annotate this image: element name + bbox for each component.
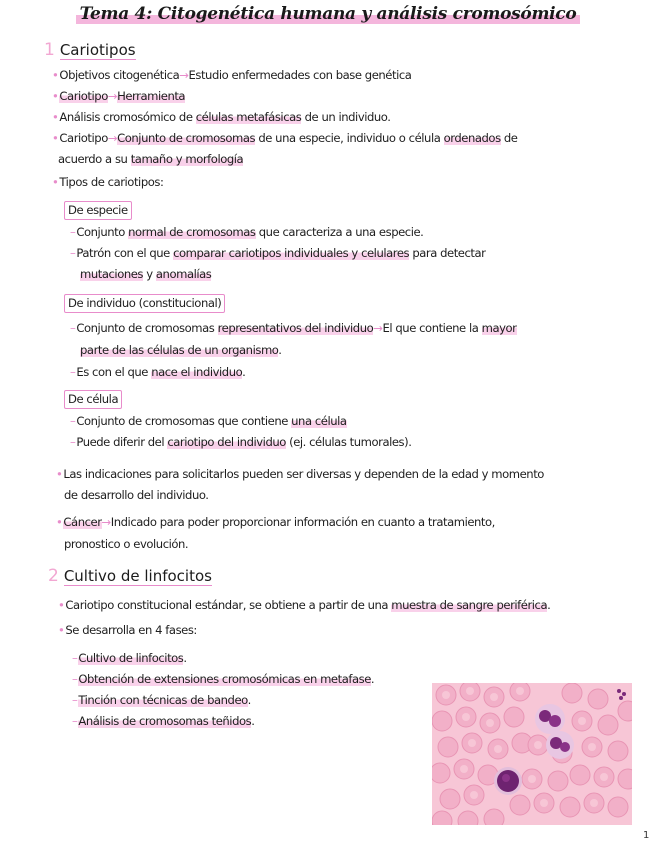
text-line: –Patrón con el que comparar cariotipos individuales y celulares para detectar [70,246,486,260]
text-line: pronostico o evolución. [64,537,189,551]
text-line: –Es con el que nace el individuo. [70,365,246,379]
phase-item: –Tinción con técnicas de bandeo. [72,693,251,707]
phase-item: –Análisis de cromosomas teñidos. [72,714,255,728]
box-de-especie: De especie [64,201,132,220]
text-line: •Análisis cromosómico de células metafásicas de un individuo. [52,110,391,124]
text-line: •Se desarrolla en 4 fases: [58,623,197,637]
text-line: •Cariotipo→Conjunto de cromosomas de una especie, individuo o célula ordenados de [52,131,518,145]
box-de-individuo: De individuo (constitucional) [64,294,225,313]
text-line: •Tipos de cariotipos: [52,175,164,189]
text-line: parte de las células de un organismo. [80,343,282,357]
text-line: •Cariotipo constitucional estándar, se obtiene a partir de una muestra de sangre periférica. [58,598,551,612]
section-heading-cariotipos: 1 Cariotipos [44,40,136,60]
phase-item: –Obtención de extensiones cromosómicas en metafase. [72,672,375,686]
text-line: –Conjunto normal de cromosomas que caracteriza a una especie. [70,225,424,239]
text-line: –Puede diferir del cariotipo del individuo (ej. células tumorales). [70,435,412,449]
text-line: de desarrollo del individuo. [64,488,209,502]
text-line: •Cáncer→Indicado para poder proporcionar información en cuanto a tratamiento, [56,515,495,529]
text-line: mutaciones y anomalías [80,267,212,281]
blood-smear-icon [432,683,632,825]
text-line: •Objetivos citogenética→Estudio enfermedades con base genética [52,68,412,82]
section-heading-cultivo: 2 Cultivo de linfocitos [48,566,212,586]
text-line: •Cariotipo→Herramienta [52,89,186,103]
text-line: acuerdo a su tamaño y morfología [58,152,244,166]
text-line: –Conjunto de cromosomas que contiene una célula [70,414,347,428]
phase-item: –Cultivo de linfocitos. [72,651,187,665]
text-line: –Conjunto de cromosomas representativos del individuo→El que contiene la mayor [70,321,517,335]
box-de-celula: De célula [64,390,122,409]
page-number: 1 [643,830,650,841]
page-title: Tema 4: Citogenética humana y análisis cromosómico [0,4,656,24]
text-line: •Las indicaciones para solicitarlos pueden ser diversas y dependen de la edad y momento [56,467,544,481]
